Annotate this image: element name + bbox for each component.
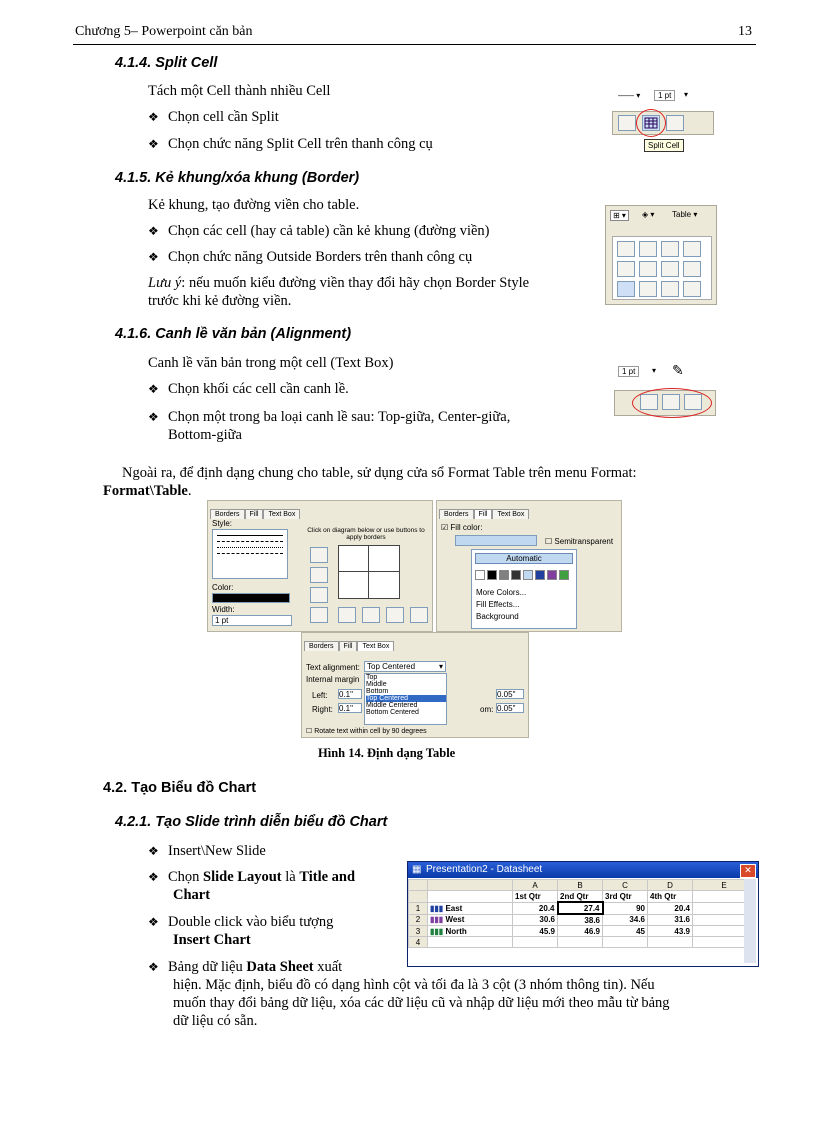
border-right-button[interactable]	[386, 607, 404, 623]
border-left-button[interactable]	[338, 607, 356, 623]
diamond-bullet-icon: ❖	[148, 870, 159, 884]
table-row	[409, 926, 756, 937]
border-option-button[interactable]	[661, 281, 679, 297]
color-swatch[interactable]	[535, 570, 545, 580]
bottom-margin-label: om:	[480, 705, 494, 714]
text-alignment-label: Text alignment:	[306, 663, 360, 672]
diagram-hint: Click on diagram below or use buttons to apply borders	[307, 527, 425, 541]
list-item-continuation: Insert Chart	[173, 932, 251, 948]
format-paragraph: Ngoài ra, để định dạng chung cho table, sử dụng cửa sổ Format Table trên menu Format:	[122, 465, 637, 481]
border-option-button[interactable]	[617, 241, 635, 257]
table-cell[interactable]: ▮▮▮ East	[428, 902, 513, 914]
split-cell-intro: Tách một Cell thành nhiều Cell	[148, 83, 331, 99]
background-option[interactable]: Background	[476, 612, 519, 621]
line-weight-dropdown[interactable]: 1 pt	[618, 366, 639, 377]
table-cell-selected[interactable]: 27.4	[558, 902, 603, 914]
datasheet-grid	[408, 879, 756, 948]
list-item: ❖ Insert\New Slide	[148, 843, 266, 859]
table-cell[interactable]: 46.9	[558, 926, 603, 937]
style-list[interactable]	[212, 529, 288, 579]
color-swatch[interactable]	[475, 570, 485, 580]
tab-fill[interactable]: Fill	[474, 509, 493, 519]
fill-color-popup	[471, 549, 577, 629]
more-colors-option[interactable]: More Colors...	[476, 588, 527, 597]
list-item: ❖ Chọn một trong ba loại canh lề sau: Top-giữa, Center-giữa,	[148, 409, 511, 425]
section-title-alignment: 4.1.6. Canh lề văn bản (Alignment)	[115, 326, 352, 342]
table-cell[interactable]: 1st Qtr	[513, 891, 558, 903]
merge-cells-button[interactable]	[618, 115, 636, 131]
tab-fill[interactable]: Fill	[245, 509, 264, 519]
list-item: ❖ Bảng dữ liệu Data Sheet xuất	[148, 959, 343, 975]
figure-caption: Hình 14. Định dạng Table	[318, 746, 456, 760]
list-item: ❖ Chọn các cell (hay cả table) cần kẻ khung (đường viền)	[148, 223, 490, 239]
border-options-grid	[612, 236, 712, 300]
section-title-split-cell: 4.1.4. Split Cell	[115, 55, 218, 71]
border-option-button[interactable]	[617, 261, 635, 277]
list-item: ❖ Chọn chức năng Outside Borders trên thanh công cụ	[148, 249, 473, 265]
alignment-options-list[interactable]	[364, 673, 447, 725]
left-margin-label: Left:	[312, 691, 328, 700]
column-header[interactable]: C	[603, 880, 648, 891]
border-option-button[interactable]	[639, 281, 657, 297]
fill-effects-option[interactable]: Fill Effects...	[476, 600, 520, 609]
color-dropdown[interactable]	[212, 593, 290, 603]
tab-text-box[interactable]: Text Box	[492, 509, 529, 519]
fill-tab-dialog	[436, 500, 622, 632]
border-toolbar-panel	[605, 205, 717, 305]
line-weight-dropdown[interactable]: 1 pt	[654, 90, 675, 101]
color-swatch[interactable]	[523, 570, 533, 580]
color-swatch[interactable]	[547, 570, 557, 580]
pen-icon[interactable]: ✎	[672, 362, 684, 378]
border-middle-button[interactable]	[310, 567, 328, 583]
color-swatch[interactable]	[487, 570, 497, 580]
split-cell-tooltip: Split Cell	[644, 139, 684, 152]
table-cell[interactable]: 3rd Qtr	[603, 891, 648, 903]
table-cell[interactable]: 45	[603, 926, 648, 937]
bar-chart-icon: ▮▮▮	[430, 926, 446, 936]
width-dropdown[interactable]: 1 pt	[212, 615, 292, 626]
format-paragraph-line2: Format\Table.	[103, 483, 192, 499]
table-cell[interactable]: 43.9	[648, 926, 693, 937]
rotate-text-checkbox[interactable]: ☐ Rotate text within cell by 90 degrees	[306, 728, 427, 735]
close-button[interactable]: ✕	[740, 864, 756, 878]
list-item-continuation: Bottom-giữa	[168, 427, 242, 443]
datasheet-titlebar: ▦ Presentation2 - Datasheet ✕	[408, 862, 758, 878]
section-title-chart: 4.2. Tạo Biểu đồ Chart	[103, 780, 257, 796]
color-swatch[interactable]	[559, 570, 569, 580]
border-option-button[interactable]	[683, 281, 701, 297]
alignment-intro: Canh lề văn bản trong một cell (Text Box)	[148, 355, 394, 371]
tab-borders[interactable]: Borders	[439, 509, 474, 519]
borders-tab-dialog	[207, 500, 433, 632]
datasheet-paragraph: hiện. Mặc định, biểu đồ có dạng hình cột và tối đa là 3 cột (3 nhóm thông tin). Nếu	[173, 977, 655, 993]
datasheet-window	[407, 861, 759, 967]
table-row	[409, 891, 756, 903]
row-header[interactable]: 1	[409, 902, 428, 914]
right-margin-label: Right:	[312, 705, 333, 714]
list-item: ❖ Chọn cell cần Split	[148, 109, 279, 125]
table-cell[interactable]: 20.4	[513, 902, 558, 914]
border-option-button[interactable]	[683, 261, 701, 277]
diamond-bullet-icon: ❖	[148, 110, 159, 124]
align-top-button[interactable]	[666, 115, 684, 131]
table-cell[interactable]: ▮▮▮ North	[428, 926, 513, 937]
column-header[interactable]: A	[513, 880, 558, 891]
header-rule	[73, 44, 756, 45]
chevron-down-icon[interactable]: ▾	[652, 366, 657, 375]
column-letter-row	[409, 880, 756, 891]
border-diagonal-up-button[interactable]	[410, 607, 428, 623]
border-option-button[interactable]	[639, 241, 657, 257]
alignment-option[interactable]: Top	[366, 674, 378, 681]
fill-color-icon[interactable]: ◈ ▾	[642, 210, 655, 219]
diamond-bullet-icon: ❖	[148, 960, 159, 974]
text-alignment-dropdown[interactable]: Top Centered ▾	[364, 661, 446, 672]
section-title-chart-slide: 4.2.1. Tạo Slide trình diễn biểu đồ Chart	[115, 814, 388, 830]
outside-border-option-button[interactable]	[617, 281, 635, 297]
bar-chart-icon: ▮▮▮	[430, 915, 446, 925]
table-cell[interactable]: 38.6	[558, 914, 603, 926]
table-cell[interactable]: 90	[603, 902, 648, 914]
border-option-button[interactable]	[683, 241, 701, 257]
width-label: Width:	[212, 605, 235, 614]
right-margin-input[interactable]: 0.1"	[338, 703, 362, 713]
column-header[interactable]: E	[693, 880, 756, 891]
datasheet-paragraph-line2: muốn thay đổi bảng dữ liệu, xóa các dữ liệu cũ và nhập dữ liệu mới theo mẫu từ bảng	[173, 995, 670, 1011]
border-option-button[interactable]	[661, 241, 679, 257]
row-header[interactable]: 3	[409, 926, 428, 937]
border-diagram[interactable]	[338, 545, 400, 599]
color-swatches	[475, 567, 573, 585]
page-number: 13	[738, 24, 752, 39]
list-item-continuation: Chart	[173, 887, 211, 903]
table-cell[interactable]: 31.6	[648, 914, 693, 926]
diamond-bullet-icon: ❖	[148, 224, 159, 238]
border-option-button[interactable]	[661, 261, 679, 277]
top-margin-input[interactable]: 0.05"	[496, 689, 524, 699]
left-margin-input[interactable]: 0.1"	[338, 689, 362, 699]
column-header[interactable]: B	[558, 880, 603, 891]
fill-color-checkbox[interactable]: ☑ Fill color:	[441, 523, 483, 532]
color-swatch[interactable]	[511, 570, 521, 580]
border-diagonal-button[interactable]	[310, 607, 328, 623]
chevron-down-icon[interactable]: ▾	[684, 90, 689, 99]
highlight-circle	[636, 109, 666, 137]
color-label: Color:	[212, 583, 234, 592]
tab-borders[interactable]: Borders	[304, 641, 339, 651]
vertical-scrollbar[interactable]	[744, 879, 756, 963]
diamond-bullet-icon: ❖	[148, 915, 159, 929]
running-header: Chương 5– Powerpoint căn bản	[75, 24, 253, 39]
alignment-option-selected[interactable]: Top Centered	[366, 695, 446, 702]
table-cell[interactable]: 30.6	[513, 914, 558, 926]
tab-borders[interactable]: Borders	[210, 509, 245, 519]
diamond-bullet-icon: ❖	[148, 382, 159, 396]
tab-fill[interactable]: Fill	[339, 641, 358, 651]
tab-text-box[interactable]: Text Box	[357, 641, 394, 651]
table-cell[interactable]: 34.6	[603, 914, 648, 926]
list-item: ❖ Chọn Slide Layout là Title and	[148, 869, 356, 885]
border-top-button[interactable]	[310, 547, 328, 563]
diamond-bullet-icon: ❖	[148, 410, 159, 424]
highlight-ellipse	[632, 388, 712, 418]
alignment-option[interactable]: Bottom Centered	[366, 709, 419, 716]
outside-borders-button[interactable]: ⊞ ▾	[610, 210, 629, 221]
diamond-bullet-icon: ❖	[148, 250, 159, 264]
bottom-margin-input[interactable]: 0.05"	[496, 703, 524, 713]
list-item: ❖ Double click vào biểu tượng	[148, 914, 334, 930]
border-bottom-button[interactable]	[310, 587, 328, 603]
border-note-line2: trước khi kẻ đường viền.	[148, 293, 292, 309]
list-item: ❖ Chọn chức năng Split Cell trên thanh công cụ	[148, 136, 433, 152]
text-box-tab-dialog	[301, 632, 529, 738]
semitransparent-checkbox[interactable]: ☐ Semitransparent	[545, 537, 614, 546]
table-cell[interactable]: 20.4	[648, 902, 693, 914]
tab-text-box[interactable]: Text Box	[263, 509, 300, 519]
column-header[interactable]: D	[648, 880, 693, 891]
datasheet-paragraph-line3: dữ liệu có sẵn.	[173, 1013, 258, 1029]
table-row	[409, 937, 756, 948]
border-intro: Kẻ khung, tạo đường viền cho table.	[148, 197, 360, 213]
diamond-bullet-icon: ❖	[148, 844, 159, 858]
grid-icon: ▦	[412, 864, 422, 875]
table-cell[interactable]: 45.9	[513, 926, 558, 937]
bar-chart-icon: ▮▮▮	[430, 903, 446, 913]
diamond-bullet-icon: ❖	[148, 137, 159, 151]
table-cell[interactable]: ▮▮▮ West	[428, 914, 513, 926]
alignment-option[interactable]: Middle Centered	[366, 702, 418, 709]
alignment-option[interactable]: Bottom	[366, 688, 389, 695]
table-menu-button[interactable]: Table ▾	[672, 210, 698, 219]
line-style-control[interactable]: —— ▾	[618, 91, 641, 100]
style-label: Style:	[212, 519, 233, 528]
table-row	[409, 914, 756, 926]
section-title-border: 4.1.5. Kẻ khung/xóa khung (Border)	[115, 170, 360, 186]
internal-margin-label: Internal margin	[306, 675, 360, 684]
color-swatch[interactable]	[499, 570, 509, 580]
list-item: ❖ Chọn khối các cell cần canh lề.	[148, 381, 349, 397]
alignment-toolbar	[614, 354, 716, 420]
border-option-button[interactable]	[639, 261, 657, 277]
split-cell-toolbar	[608, 87, 716, 157]
table-cell[interactable]: 2nd Qtr	[558, 891, 603, 903]
table-row	[409, 902, 756, 914]
border-note: Lưu ý: nếu muốn kiểu đường viền thay đổi hãy chọn Border Style	[148, 275, 530, 291]
alignment-option[interactable]: Middle	[366, 681, 387, 688]
chevron-down-icon: ▾	[438, 662, 443, 671]
table-cell[interactable]: 4th Qtr	[648, 891, 693, 903]
fill-color-dropdown[interactable]	[455, 535, 537, 546]
automatic-color-option[interactable]: Automatic	[475, 553, 573, 564]
row-header[interactable]: 2	[409, 914, 428, 926]
border-center-button[interactable]	[362, 607, 380, 623]
row-header[interactable]: 4	[409, 937, 428, 948]
